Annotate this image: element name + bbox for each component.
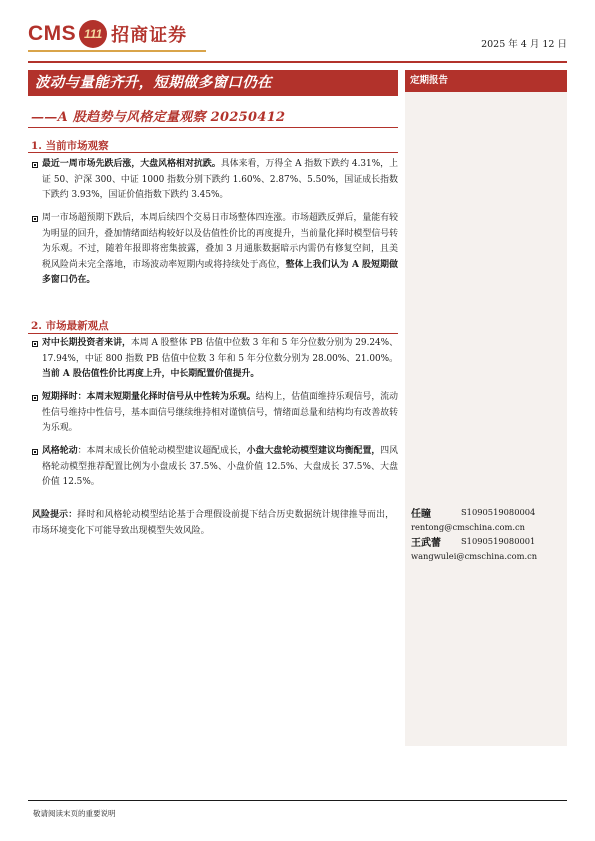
bullet-bold-lead: 风格轮动 <box>42 446 78 456</box>
bullet-text-tail: 四风格轮动模型推荐配置比例为小盘成长 37.5%、小盘价值 12.5%、大盘成长 37.5%、大盘价值 12.5%。 <box>42 446 399 487</box>
bullet-bold-tail: 整体上我们认为 A 股短期做多窗口仍在。 <box>42 259 398 285</box>
bullet-style-rotation <box>32 444 398 491</box>
footer-divider <box>28 800 567 801</box>
risk-label: 风险提示： <box>32 510 78 520</box>
author-email: wangwulei@cmschina.com.cn <box>411 551 538 561</box>
bullet-weekly-market <box>32 157 398 204</box>
author-card <box>411 505 536 532</box>
logo-latin-text: CMS <box>28 22 77 45</box>
author-email: rentong@cmschina.com.cn <box>411 522 525 532</box>
section-1-divider <box>28 152 398 153</box>
section-heading-2: 2. 市场最新观点 <box>31 320 109 332</box>
report-type-tag <box>405 70 567 92</box>
bullet-text: 周一市场超预期下跌后，本周后续四个交易日市场整体四连涨。市场超跌反弹后，量能有较为明显的回升，叠加情绪面结构较好以及估值性价比的再度提升，当前量化择时模型信号转为乐观。不过，随着年报即将密集披露，叠加 3 月通胀数据暗示内需仍有修复空间，且美税风险尚未完全落地，市场波动率短期内或将持续处于高位， <box>42 213 398 270</box>
bullet-bold-tail: 小盘大盘轮动模型建议均衡配置， <box>246 446 381 456</box>
bullet-text: 具体来看，万得全 A 指数下跌约 4.31%，上证 50、沪深 300、中证 1000 指数分别下跌约 1.60%、2.87%、5.50%，国证成长指数下跌约 3.93%，国证价值指数下跌约 3.45%。 <box>42 159 398 200</box>
title-banner <box>28 70 398 96</box>
bullet-box-icon <box>32 216 38 222</box>
author-license-id: S1090519080001 <box>461 536 536 546</box>
author-name: 王武蕾 <box>411 538 441 549</box>
section-heading-1: 1. 当前市场观察 <box>31 140 109 152</box>
risk-warning <box>32 508 394 539</box>
author-license-id: S1090519080004 <box>461 507 536 517</box>
subtitle-divider <box>28 127 398 128</box>
bullet-bold-lead: 短期择时：本周末短期量化择时信号从中性转为乐观。 <box>42 392 256 402</box>
bullet-box-icon <box>32 341 38 347</box>
bullet-text: ：本周末成长价值轮动模型建议超配成长， <box>77 446 247 456</box>
bullet-long-term-investors <box>32 336 398 383</box>
author-name: 任瞳 <box>411 509 431 520</box>
sidebar-panel <box>405 70 567 746</box>
logo-chinese-text: 招商证券 <box>111 25 188 46</box>
bullet-bold-lead: 最近一周市场先跌后涨，大盘风格相对抗跌。 <box>42 159 221 169</box>
bullet-short-term-timing <box>32 390 398 437</box>
footer-disclaimer-note: 敬请阅读末页的重要说明 <box>33 809 116 818</box>
bullet-text: 结构上，估值面维持乐观信号，流动性信号维持中性信号，基本面信号继续维持相对谨慎信号，情绪面总量和结构均有改善故转为乐观。 <box>42 392 399 433</box>
section-2-divider <box>28 333 398 334</box>
logo-underline <box>28 50 206 52</box>
bullet-bold-lead: 对中长期投资者来讲， <box>42 338 131 348</box>
bullet-box-icon <box>32 162 38 168</box>
report-date: 2025 年 4 月 12 日 <box>481 39 567 50</box>
bullet-market-outlook <box>32 211 398 289</box>
bullet-bold-tail: 当前 A 股估值性价比再度上升，中长期配置价值提升。 <box>42 369 260 379</box>
report-type-label: 定期报告 <box>410 75 449 86</box>
bullet-box-icon <box>32 449 38 455</box>
logo-badge-text: 111 <box>84 27 103 41</box>
bullet-box-icon <box>32 395 38 401</box>
risk-text: 择时和风格轮动模型结论基于合理假设前提下结合历史数据统计规律推导而出，市场环境变化下可能导致出现模型失效风险。 <box>32 510 395 536</box>
report-subtitle: ——A 股趋势与风格定量观察 20250412 <box>31 110 286 125</box>
header-divider <box>28 61 567 63</box>
logo-badge-icon <box>79 20 107 48</box>
bullet-text: 本周 A 股整体 PB 估值中位数 3 年和 5 年分位数分别为 29.24%、17.94%，中证 800 指数 PB 估值中位数 3 年和 5 年分位数分别为 28.00%、21.00%。 <box>42 338 399 364</box>
author-card <box>411 534 537 561</box>
company-logo <box>28 18 187 50</box>
report-title: 波动与量能齐升，短期做多窗口仍在 <box>35 74 272 91</box>
